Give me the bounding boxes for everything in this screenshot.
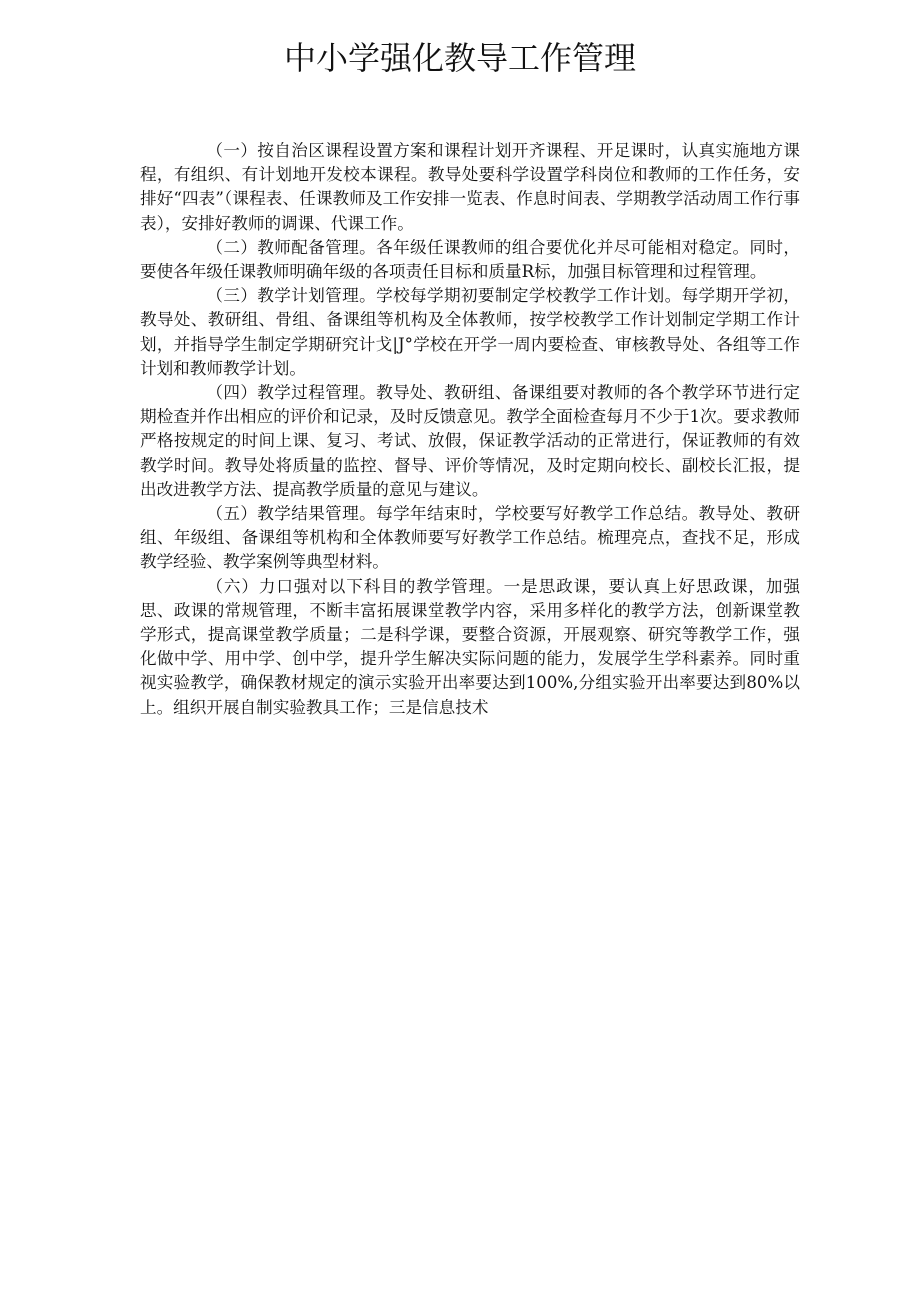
paragraph-2: （二）教师配备管理。各年级任课教师的组合要优化并尽可能相对稳定。同时，要使各年级任课教师明确年级的各项责任目标和质量R标，加强目标管理和过程管理。 xyxy=(140,237,800,282)
paragraph-6: （六）力口强对以下科目的教学管理。一是思政课，要认真上好思政课，加强思、政课的常规管理，不断丰富拓展课堂教学内容，采用多样化的教学方法，创新课堂教学形式，提高课堂教学质量；二是科学课，要整合资源，开展观察、研究等教学工作，强化做中学、用中学、创中学，提升学生解决实际问题的能力，发展学生学科素养。同时重视实验教学，确保教材规定的演示实验开出率要达到100%,分组实验开出率要达到80%以上。组织开展自制实验教具工作；三是信息技术 xyxy=(140,576,800,717)
paragraph-4: （四）教学过程管理。教导处、教研组、备课组要对教师的各个教学环节进行定期检查并作出相应的评价和记录，及时反馈意见。教学全面检查每月不少于1次。要求教师严格按规定的时间上课、复习、考试、放假，保证教学活动的正常进行，保证教师的有效教学时间。教导处将质量的监控、督导、评价等情况，及时定期向校长、副校长汇报，提出改进教学方法、提高教学质量的意见与建议。 xyxy=(140,383,800,499)
document-title: 中小学强化教导工作管理 xyxy=(283,39,636,77)
paragraph-5: （五）教学结果管理。每学年结束时，学校要写好教学工作总结。教导处、教研组、年级组、备课组等机构和全体教师要写好教学工作总结。梳理亮点，查找不足，形成教学经验、教学案例等典型材料。 xyxy=(140,504,800,572)
paragraph-1: （一）按自治区课程设置方案和课程计划开齐课程、开足课时，认真实施地方课程，有组织、有计划地开发校本课程。教导处要科学设置学科岗位和教师的工作任务，安排好“四表”（课程表、任课教师及工作安排一览表、作息时间表、学期教学活动周工作行事表），安排好教师的调课、代课工作。 xyxy=(140,141,800,233)
document-body xyxy=(140,139,800,720)
paragraph-3: （三）教学计划管理。学校每学期初要制定学校教学工作计划。每学期开学初，教导处、教研组、骨组、备课组等机构及全体教师，按学校教学工作计划制定学期工作计划，并指导学生制定学期研究计戈|J°学校在开学一周内要检查、审核教导处、各组等工作计划和教师教学计划。 xyxy=(140,286,800,378)
